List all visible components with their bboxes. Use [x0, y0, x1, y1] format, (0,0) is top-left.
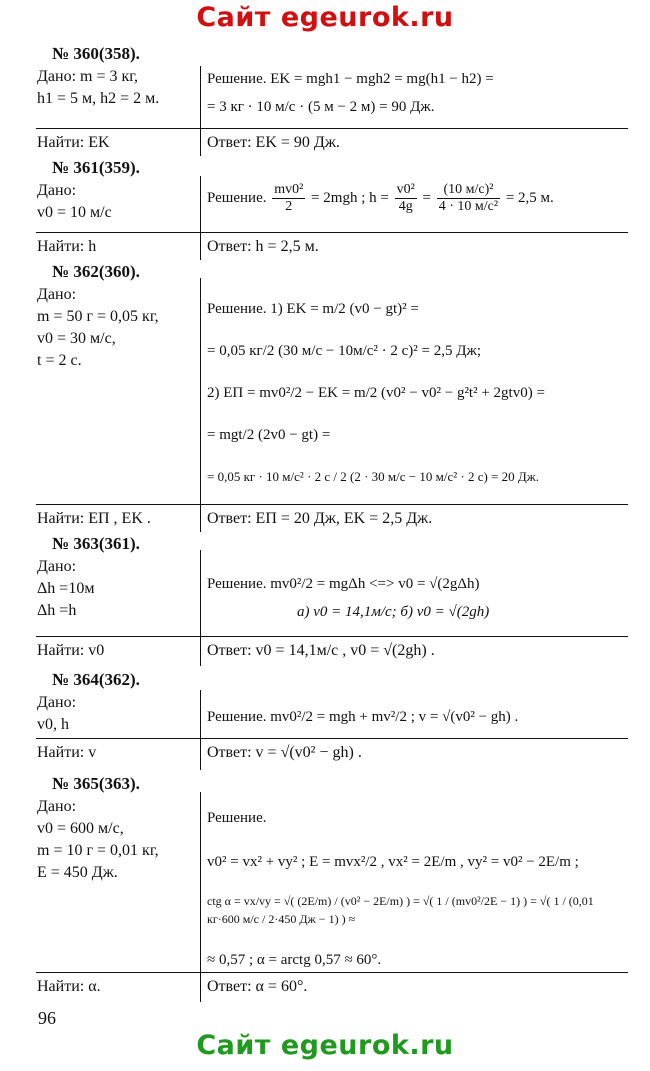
given-line: t = 2 с. — [37, 352, 82, 369]
site-header: Сайт egeurok.ru — [196, 2, 454, 33]
divider-horizontal — [36, 504, 628, 505]
given-line: Δh =10м — [37, 580, 95, 597]
numerator: (10 м/с)² — [443, 182, 494, 197]
divider-horizontal — [36, 232, 628, 233]
solution-line: Решение. mv0²/2 = mgh + mv²/2 ; v = √(v0² − gh) . — [207, 709, 519, 725]
divider-vertical — [200, 66, 201, 156]
problem-title: № 362(360). — [52, 262, 140, 281]
page-number: 96 — [38, 1008, 56, 1028]
solution-block — [207, 706, 518, 728]
problem-title: № 365(363). — [52, 774, 140, 793]
answer-text: Ответ: h = 2,5 м. — [207, 238, 319, 255]
solution-line: = 3 кг · 10 м/с · (5 м − 2 м) = 90 Дж. — [207, 99, 435, 115]
given-block — [37, 284, 159, 372]
denominator: 4 · 10 м/с² — [438, 199, 499, 214]
divider-vertical — [200, 792, 201, 1002]
divider-horizontal — [36, 972, 628, 973]
given-line: h1 = 5 м, h2 = 2 м. — [37, 90, 160, 107]
given-line: v0 = 30 м/с, — [37, 330, 116, 347]
solution-block — [207, 68, 494, 118]
problem-title: № 364(362). — [52, 670, 140, 689]
solution-line: ≈ 0,57 ; α = arctg 0,57 ≈ 60°. — [207, 952, 382, 968]
given-block — [37, 66, 159, 110]
problem-title: № 361(359). — [52, 158, 140, 177]
solution-line: = mgt/2 (2v0 − gt) = — [207, 427, 331, 443]
given-block — [37, 556, 94, 622]
given-line: m = 10 г = 0,01 кг, — [37, 842, 159, 859]
find-label: Найти: EП , EK . — [37, 510, 151, 527]
fraction — [272, 182, 305, 215]
solution-block — [207, 288, 545, 498]
divider-horizontal — [36, 738, 628, 739]
find-label: Найти: v — [37, 744, 97, 761]
answer-text: Ответ: v0 = 14,1м/с , v0 = √(2gh) . — [207, 642, 435, 659]
solution-block — [207, 796, 627, 982]
find-label: Найти: h — [37, 238, 97, 255]
solution-line: ctg α = vx/vy = √( (2E/m) / (v0² − 2E/m) ) = √( 1 / (mv0²/2E − 1) ) = √( 1 / (0,01 кг·600 м/с / 2·450 Дж − 1) ) ≈ — [207, 894, 594, 926]
numerator: mv0² — [274, 182, 304, 197]
solution-block — [207, 570, 489, 626]
find-label: Найти: v0 — [37, 642, 105, 659]
given-line: Δh =h — [37, 602, 77, 619]
solution-line: Решение. EK = mgh1 − mgh2 = mg(h1 − h2) = — [207, 71, 494, 87]
given-line: E = 450 Дж. — [37, 864, 118, 881]
solution-block: Решение. $\frac{\text{mv0²}}{2}$ = 2mgh ; h = $\frac{\text{v0²}}{4g}$ = $\frac{\text{(10 м/с)²}}{\text{4 · 10 м/с²}}$ = 2,5 м. — [207, 182, 554, 214]
given-line: Дано: — [37, 798, 77, 815]
solution-line: Решение. mv0²/2 = mgΔh <=> v0 = √(2gΔh) — [207, 576, 480, 592]
given-line: v0 = 600 м/с, — [37, 820, 124, 837]
divider-vertical — [200, 176, 201, 260]
solution-line: = 0,05 кг/2 (30 м/с − 10м/с² · 2 с)² = 2,5 Дж; — [207, 343, 482, 359]
solution-line: Решение. — [207, 810, 267, 826]
answer-text: Ответ: EП = 20 Дж, EK = 2,5 Дж. — [207, 510, 433, 527]
divider-horizontal — [36, 128, 628, 129]
divider-vertical — [200, 550, 201, 666]
solution-line: Решение. 1) EK = m/2 (v0 − gt)² = — [207, 301, 419, 317]
problem-title: № 360(358). — [52, 44, 140, 63]
problem-title: № 363(361). — [52, 534, 140, 553]
fraction — [437, 182, 500, 215]
solution-line: v0² = vx² + vy² ; E = mvx²/2 , vx² = 2E/m , vy² = v0² − 2E/m ; — [207, 854, 579, 870]
denominator: 2 — [272, 198, 305, 215]
answer-text: Ответ: v = √(v0² − gh) . — [207, 744, 362, 761]
find-label: Найти: EK — [37, 134, 110, 151]
answer-text: Ответ: EK = 90 Дж. — [207, 134, 340, 151]
divider-vertical — [200, 690, 201, 770]
given-line: v0, h — [37, 716, 69, 733]
given-line: Дано: — [37, 286, 77, 303]
given-block — [37, 796, 159, 884]
given-block — [37, 180, 112, 224]
given-line: Дано: — [37, 182, 77, 199]
numerator: v0² — [396, 182, 415, 197]
divider-vertical — [200, 278, 201, 532]
answer-text: Ответ: α = 60°. — [207, 978, 308, 995]
solution-label: Решение. — [207, 189, 267, 206]
site-footer: Сайт egeurok.ru — [196, 1030, 454, 1061]
given-line: Дано: m = 3 кг, — [37, 68, 139, 85]
given-line: Дано: — [37, 694, 77, 711]
solution-line: = 0,05 кг · 10 м/с² · 2 с / 2 (2 · 30 м/с − 10 м/с² · 2 с) = 20 Дж. — [207, 469, 539, 484]
given-block — [37, 692, 76, 736]
divider-horizontal — [36, 636, 628, 637]
solution-line: 2) EП = mv0²/2 − EK = m/2 (v0² − v0² − g²t² + 2gtv0) = — [207, 385, 545, 401]
equation-part: = 2mgh ; h = — [311, 189, 389, 206]
given-line: m = 50 г = 0,05 кг, — [37, 308, 159, 325]
fraction — [395, 182, 417, 215]
denominator: 4g — [395, 198, 417, 215]
result: = 2,5 м. — [505, 189, 554, 206]
given-line: Дано: — [37, 558, 77, 575]
solution-line: а) v0 = 14,1м/с; б) v0 = √(2gh) — [297, 604, 490, 620]
find-label: Найти: α. — [37, 978, 101, 995]
given-line: v0 = 10 м/с — [37, 204, 112, 221]
